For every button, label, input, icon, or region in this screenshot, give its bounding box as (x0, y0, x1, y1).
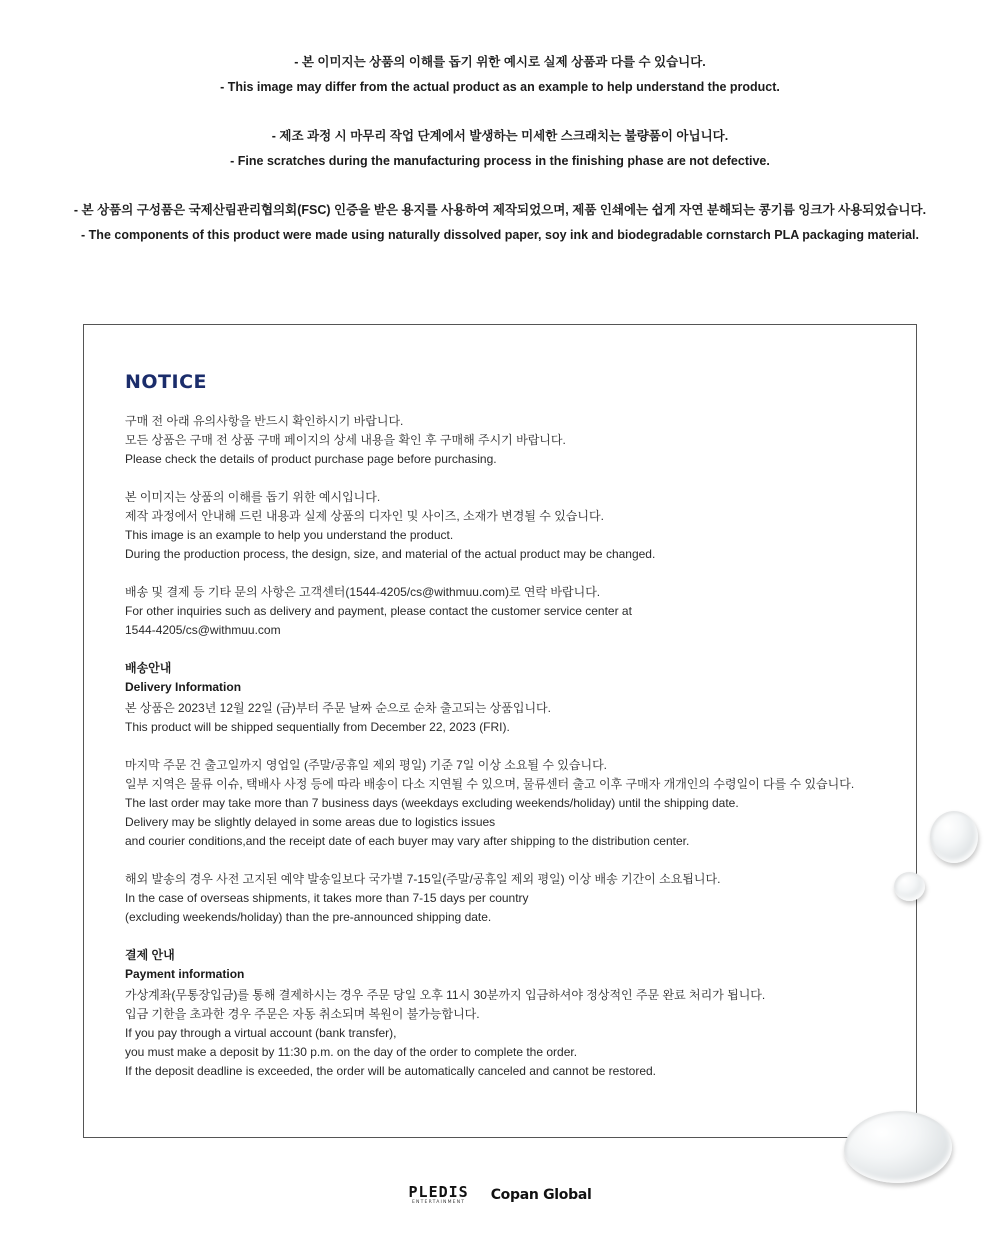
delivery-line: Delivery may be slightly delayed in some areas due to logistics issues (125, 815, 496, 829)
payment-line: If the deposit deadline is exceeded, the order will be automatically canceled and cannot be restored. (125, 1064, 656, 1078)
pledis-logo-subtext: ENTERTAINMENT (412, 1200, 466, 1205)
delivery-line: (excluding weekends/holiday) than the pre-announced shipping date. (125, 910, 492, 924)
disclaimer-line: - 본 상품의 구성품은 국제산림관리협의회(FSC) 인증을 받은 용지를 사용하여 제작되었으며, 제품 인쇄에는 쉽게 자연 분해되는 콩기름 잉크가 사용되었습니다. (73, 203, 927, 217)
pledis-logo (409, 1184, 469, 1206)
delivery-line: 본 상품은 2023년 12월 22일 (금)부터 주문 날짜 순으로 순차 출고되는 상품입니다. (125, 701, 551, 715)
notice-title: NOTICE (125, 371, 208, 393)
payment-heading-en: Payment information (125, 967, 245, 981)
delivery-heading-en: Delivery Information (125, 680, 242, 694)
delivery-line: In the case of overseas shipments, it takes more than 7-15 days per country (125, 891, 529, 905)
disclaimer-line: - Fine scratches during the manufacturing process in the finishing phase are not defective. (230, 154, 770, 168)
footer-logos (0, 1184, 1000, 1206)
contact-line: 배송 및 결제 등 기타 문의 사항은 고객센터(1544-4205/cs@withmuu.com)로 연락 바랍니다. (125, 585, 601, 599)
delivery-line: The last order may take more than 7 business days (weekdays excluding weekends/holiday) until the shipping date. (125, 796, 739, 810)
delivery-line: 일부 지역은 물류 이슈, 택배사 사정 등에 따라 배송이 다소 지연될 수 있으며, 물류센터 출고 이후 구매자 개개인의 수령일이 다를 수 있습니다. (125, 777, 855, 791)
delivery-line: This product will be shipped sequentially from December 22, 2023 (FRI). (125, 720, 510, 734)
notice-line: During the production process, the design, size, and material of the actual product may be changed. (125, 547, 656, 561)
delivery-heading-ko: 배송안내 (125, 661, 172, 675)
top-disclaimer-notes (0, 50, 1000, 248)
disclaimer-line: - 본 이미지는 상품의 이해를 돕기 위한 예시로 실제 상품과 다를 수 있습니다. (294, 55, 706, 69)
disclaimer-line: - The components of this product were made using naturally dissolved paper, soy ink and biodegradable cornstarch PLA packaging material. (81, 228, 919, 242)
notice-line: Please check the details of product purchase page before purchasing. (125, 452, 497, 466)
notice-line: 구매 전 아래 유의사항을 반드시 확인하시기 바랍니다. (125, 414, 404, 428)
payment-line: 입금 기한을 초과한 경우 주문은 자동 취소되며 복원이 불가능합니다. (125, 1007, 480, 1021)
disclaimer-line: - 제조 과정 시 마무리 작업 단계에서 발생하는 미세한 스크래치는 불량품이 아닙니다. (271, 129, 729, 143)
payment-line: 가상계좌(무통장입금)를 통해 결제하시는 경우 주문 당일 오후 11시 30분까지 입금하셔야 정상적인 주문 완료 처리가 됩니다. (125, 988, 766, 1002)
payment-heading-ko: 결제 안내 (125, 948, 175, 962)
notice-line: 본 이미지는 상품의 이해를 돕기 위한 예시입니다. (125, 490, 381, 504)
delivery-line: and courier conditions,and the receipt date of each buyer may vary after shipping to the distribution center. (125, 834, 690, 848)
pledis-logo-text: PLEDIS (408, 1183, 469, 1201)
contact-line: 1544-4205/cs@withmuu.com (125, 623, 281, 637)
notice-body (125, 412, 885, 1081)
notice-line: This image is an example to help you understand the product. (125, 528, 454, 542)
delivery-line: 마지막 주문 건 출고일까지 영업일 (주말/공휴일 제외 평일) 기준 7일 이상 소요될 수 있습니다. (125, 758, 607, 772)
notice-box (83, 324, 917, 1138)
water-drop-decoration (930, 811, 978, 863)
contact-line: For other inquiries such as delivery and payment, please contact the customer service center at (125, 604, 632, 618)
notice-line: 제작 과정에서 안내해 드린 내용과 실제 상품의 디자인 및 사이즈, 소재가 변경될 수 있습니다. (125, 509, 604, 523)
delivery-line: 해외 발송의 경우 사전 고지된 예약 발송일보다 국가별 7-15일(주말/공휴일 제외 평일) 이상 배송 기간이 소요됩니다. (125, 872, 721, 886)
payment-line: you must make a deposit by 11:30 p.m. on the day of the order to complete the order. (125, 1045, 578, 1059)
disclaimer-line: - This image may differ from the actual product as an example to help understand the product. (220, 80, 780, 94)
notice-line: 모든 상품은 구매 전 상품 구매 페이지의 상세 내용을 확인 후 구매해 주시기 바랍니다. (125, 433, 566, 447)
payment-line: If you pay through a virtual account (bank transfer), (125, 1026, 397, 1040)
copan-global-logo: Copan Global (490, 1187, 592, 1203)
